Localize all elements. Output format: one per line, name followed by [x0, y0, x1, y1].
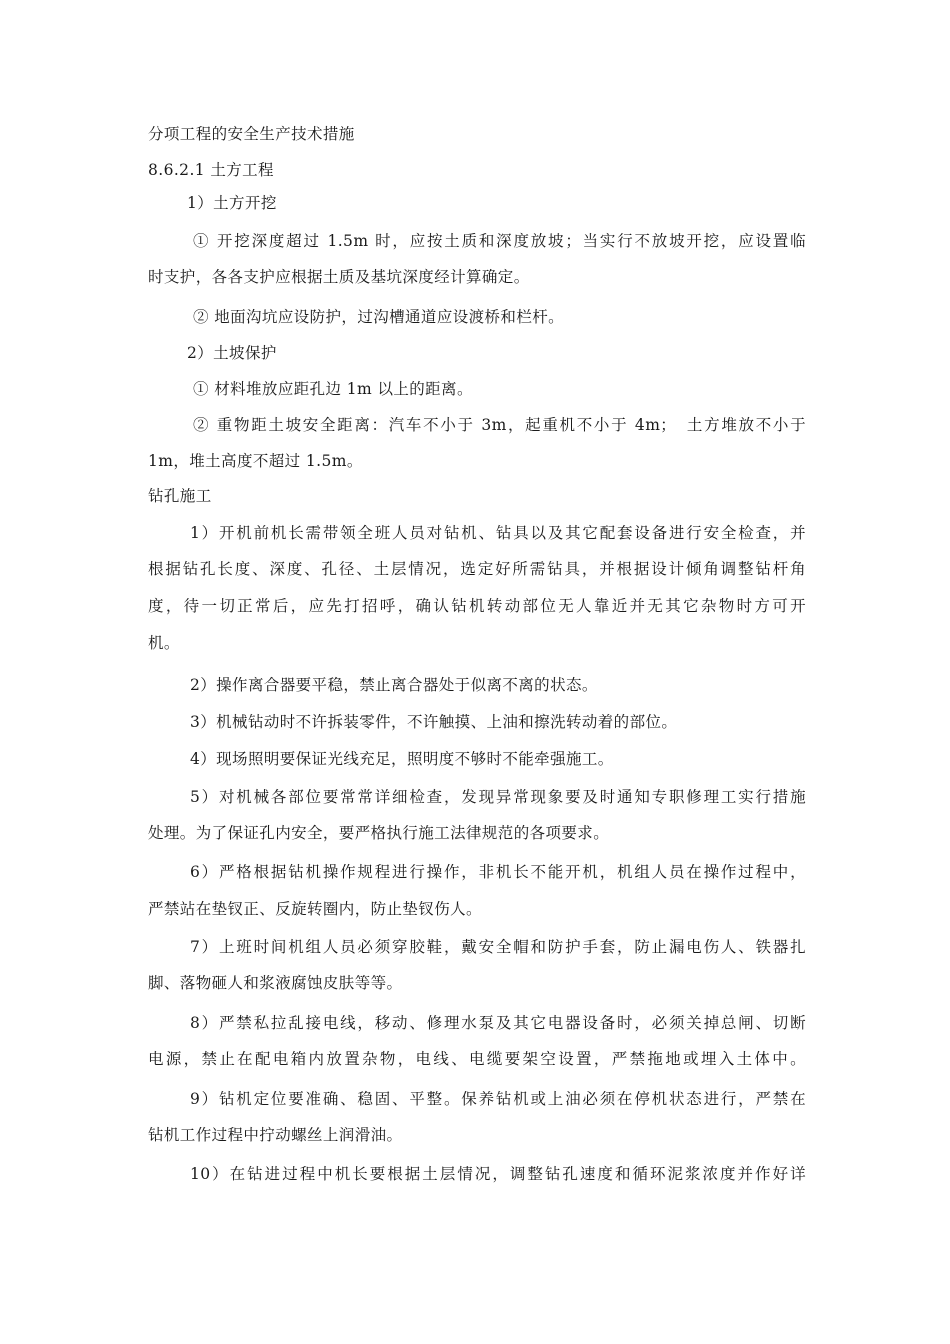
document-title: 分项工程的安全生产技术措施 — [148, 125, 355, 143]
drilling-p1-line-3: 度，待一切正常后，应先打招呼，确认钻机转动部位无人靠近并无其它杂物时方可开 — [148, 597, 806, 615]
drilling-p5-line-2: 处理。为了保证孔内安全，要严格执行施工法律规范的各项要求。 — [148, 824, 610, 842]
excavation-heading: 1）土方开挖 — [187, 194, 277, 212]
slope-item-1: ① 材料堆放应距孔边 1m 以上的距离。 — [193, 380, 473, 398]
drilling-p8-line-1: 8）严禁私拉乱接电线，移动、修理水泵及其它电器设备时，必须关掉总闸、切断 — [190, 1014, 806, 1032]
slope-item-2-line-2: 1m，堆土高度不超过 1.5m。 — [148, 452, 363, 470]
drilling-p5-line-1: 5）对机械各部位要常常详细检查，发现异常现象要及时通知专职修理工实行措施 — [190, 788, 806, 806]
drilling-p1-line-4: 机。 — [148, 634, 180, 652]
section-heading: 8.6.2.1 土方工程 — [148, 161, 274, 179]
drilling-p6-line-1: 6）严格根据钻机操作规程进行操作，非机长不能开机，机组人员在操作过程中， — [190, 863, 806, 881]
excavation-item-1-line-2: 时支护，各各支护应根据土质及基坑深度经计算确定。 — [148, 268, 530, 286]
drilling-p8-line-2: 电源，禁止在配电箱内放置杂物，电线、电缆要架空设置，严禁拖地或埋入土体中。 — [148, 1050, 806, 1068]
drilling-p4: 4）现场照明要保证光线充足，照明度不够时不能牵强施工。 — [190, 750, 614, 768]
drilling-p3: 3）机械钻动时不许拆装零件，不许触摸、上油和擦洗转动着的部位。 — [190, 713, 678, 731]
drilling-p1-line-1: 1）开机前机长需带领全班人员对钻机、钻具以及其它配套设备进行安全检查，并 — [190, 524, 806, 542]
drilling-heading: 钻孔施工 — [148, 487, 212, 505]
drilling-p2: 2）操作离合器要平稳，禁止离合器处于似离不离的状态。 — [190, 676, 598, 694]
slope-heading: 2）土坡保护 — [187, 344, 277, 362]
excavation-item-2: ② 地面沟坑应设防护，过沟槽通道应设渡桥和栏杆。 — [193, 308, 565, 326]
drilling-p1-line-2: 根据钻孔长度、深度、孔径、土层情况，选定好所需钻具，并根据设计倾角调整钻杆角 — [148, 560, 806, 578]
drilling-p10-line-1: 10）在钻进过程中机长要根据土层情况，调整钻孔速度和循环泥浆浓度并作好详 — [190, 1165, 806, 1183]
drilling-p9-line-2: 钻机工作过程中拧动螺丝上润滑油。 — [148, 1126, 403, 1144]
drilling-p6-line-2: 严禁站在垫钗正、反旋转圈内，防止垫钗伤人。 — [148, 900, 482, 918]
slope-item-2-line-1: ② 重物距土坡安全距离：汽车不小于 3m，起重机不小于 4m； 土方堆放不小于 — [193, 416, 806, 434]
excavation-item-1-line-1: ① 开挖深度超过 1.5m 时，应按土质和深度放坡；当实行不放坡开挖，应设置临 — [193, 232, 806, 250]
drilling-p7-line-2: 脚、落物砸人和浆液腐蚀皮肤等等。 — [148, 974, 403, 992]
drilling-p7-line-1: 7）上班时间机组人员必须穿胶鞋，戴安全帽和防护手套，防止漏电伤人、铁器扎 — [190, 938, 806, 956]
drilling-p9-line-1: 9）钻机定位要准确、稳固、平整。保养钻机或上油必须在停机状态进行，严禁在 — [190, 1090, 806, 1108]
